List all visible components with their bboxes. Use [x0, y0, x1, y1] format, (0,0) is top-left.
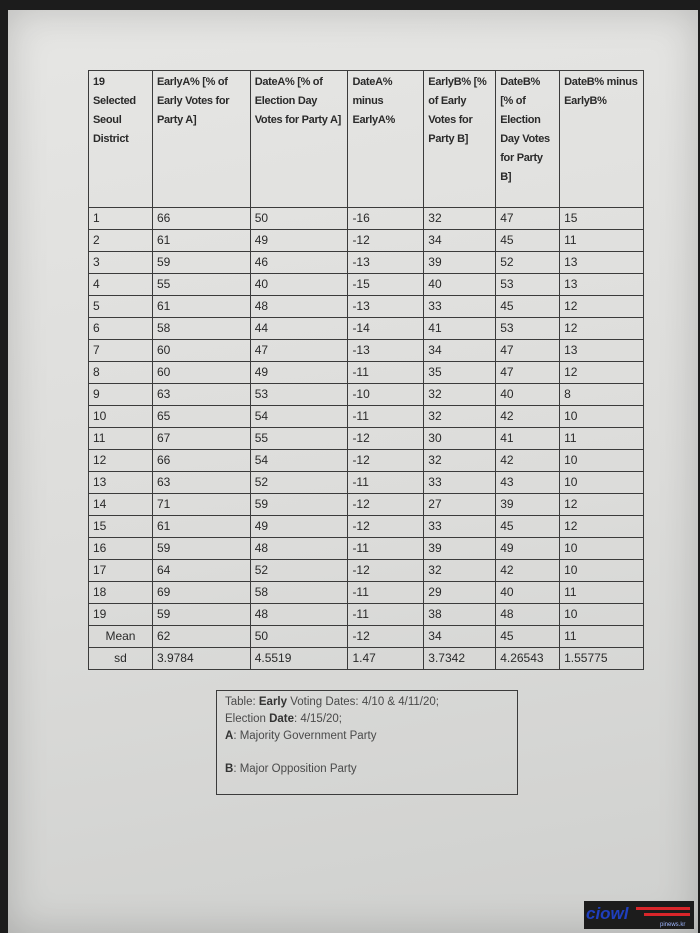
value-cell: 12: [560, 516, 644, 538]
value-cell: 32: [424, 406, 496, 428]
value-cell: -11: [348, 604, 424, 626]
table-row: [89, 318, 644, 340]
value-cell: 1.47: [348, 648, 424, 670]
value-cell: 54: [250, 450, 348, 472]
table-row: [89, 582, 644, 604]
value-cell: 48: [250, 538, 348, 560]
table-row: [89, 252, 644, 274]
value-cell: 40: [496, 384, 560, 406]
district-cell: 13: [89, 472, 153, 494]
value-cell: 39: [424, 252, 496, 274]
value-cell: 60: [152, 340, 250, 362]
table-row: [89, 384, 644, 406]
value-cell: 32: [424, 560, 496, 582]
district-cell: 19: [89, 604, 153, 626]
district-cell: 10: [89, 406, 153, 428]
district-cell: 8: [89, 362, 153, 384]
value-cell: 42: [496, 560, 560, 582]
value-cell: 45: [496, 230, 560, 252]
value-cell: 12: [560, 494, 644, 516]
value-cell: 40: [250, 274, 348, 296]
district-cell: 3: [89, 252, 153, 274]
value-cell: 63: [152, 472, 250, 494]
value-cell: 49: [496, 538, 560, 560]
table-row: [89, 604, 644, 626]
table-caption: [216, 690, 518, 795]
value-cell: 55: [152, 274, 250, 296]
watermark-subtext: pinews.kr: [660, 922, 686, 928]
value-cell: 62: [152, 626, 250, 648]
value-cell: 12: [560, 362, 644, 384]
table-row: [89, 472, 644, 494]
value-cell: 66: [152, 208, 250, 230]
value-cell: -12: [348, 450, 424, 472]
header-early-a: EarlyA% [% of Early Votes for Party A]: [152, 71, 250, 208]
value-cell: 52: [496, 252, 560, 274]
table-row: [89, 516, 644, 538]
value-cell: -11: [348, 582, 424, 604]
value-cell: 53: [250, 384, 348, 406]
value-cell: 44: [250, 318, 348, 340]
value-cell: -12: [348, 428, 424, 450]
value-cell: -14: [348, 318, 424, 340]
value-cell: 52: [250, 472, 348, 494]
district-cell: 16: [89, 538, 153, 560]
value-cell: 58: [152, 318, 250, 340]
value-cell: 34: [424, 340, 496, 362]
value-cell: 48: [496, 604, 560, 626]
value-cell: 42: [496, 406, 560, 428]
value-cell: 71: [152, 494, 250, 516]
district-cell: 11: [89, 428, 153, 450]
value-cell: 39: [424, 538, 496, 560]
value-cell: 61: [152, 296, 250, 318]
value-cell: -12: [348, 626, 424, 648]
value-cell: -12: [348, 560, 424, 582]
value-cell: 12: [560, 296, 644, 318]
district-cell: 7: [89, 340, 153, 362]
watermark-red-bar: [636, 907, 690, 910]
district-cell: 9: [89, 384, 153, 406]
value-cell: 13: [560, 274, 644, 296]
value-cell: 50: [250, 208, 348, 230]
table-row: [89, 538, 644, 560]
value-cell: 50: [250, 626, 348, 648]
value-cell: 64: [152, 560, 250, 582]
value-cell: 10: [560, 604, 644, 626]
value-cell: 48: [250, 604, 348, 626]
value-cell: 10: [560, 406, 644, 428]
value-cell: 30: [424, 428, 496, 450]
watermark-red-bar-2: [644, 913, 690, 916]
value-cell: 39: [496, 494, 560, 516]
table-row: [89, 296, 644, 318]
value-cell: 13: [560, 252, 644, 274]
value-cell: -15: [348, 274, 424, 296]
district-cell: 18: [89, 582, 153, 604]
value-cell: 45: [496, 626, 560, 648]
header-diff-b: DateB% minus EarlyB%: [560, 71, 644, 208]
table-row: [89, 428, 644, 450]
value-cell: 38: [424, 604, 496, 626]
value-cell: 45: [496, 296, 560, 318]
value-cell: 49: [250, 362, 348, 384]
header-early-b: EarlyB% [% of Early Votes for Party B]: [424, 71, 496, 208]
value-cell: 10: [560, 560, 644, 582]
table-row: [89, 494, 644, 516]
value-cell: 45: [496, 516, 560, 538]
table-row: [89, 362, 644, 384]
header-diff-a: DateA% minus EarlyA%: [348, 71, 424, 208]
value-cell: 10: [560, 538, 644, 560]
table-row: [89, 406, 644, 428]
value-cell: 46: [250, 252, 348, 274]
value-cell: -13: [348, 296, 424, 318]
district-cell: 2: [89, 230, 153, 252]
value-cell: 11: [560, 428, 644, 450]
value-cell: 61: [152, 230, 250, 252]
value-cell: 47: [496, 340, 560, 362]
value-cell: 63: [152, 384, 250, 406]
value-cell: 4.5519: [250, 648, 348, 670]
district-cell: 14: [89, 494, 153, 516]
value-cell: 32: [424, 384, 496, 406]
value-cell: 48: [250, 296, 348, 318]
value-cell: 8: [560, 384, 644, 406]
table-row: [89, 626, 644, 648]
value-cell: 43: [496, 472, 560, 494]
watermark-text: ciowl: [586, 904, 629, 923]
table-row: [89, 648, 644, 670]
value-cell: 52: [250, 560, 348, 582]
value-cell: 53: [496, 274, 560, 296]
header-district: 19 Selected Seoul District: [89, 71, 153, 208]
district-cell: sd: [89, 648, 153, 670]
district-cell: 6: [89, 318, 153, 340]
value-cell: 27: [424, 494, 496, 516]
value-cell: 13: [560, 340, 644, 362]
value-cell: 59: [152, 252, 250, 274]
value-cell: 34: [424, 230, 496, 252]
table-row: [89, 208, 644, 230]
value-cell: 11: [560, 626, 644, 648]
value-cell: -13: [348, 252, 424, 274]
district-cell: 5: [89, 296, 153, 318]
value-cell: -10: [348, 384, 424, 406]
value-cell: 11: [560, 230, 644, 252]
value-cell: 47: [496, 362, 560, 384]
value-cell: 59: [152, 604, 250, 626]
value-cell: 3.7342: [424, 648, 496, 670]
value-cell: 40: [424, 274, 496, 296]
value-cell: 1.55775: [560, 648, 644, 670]
value-cell: 55: [250, 428, 348, 450]
value-cell: 49: [250, 230, 348, 252]
value-cell: 10: [560, 450, 644, 472]
watermark-logo: [584, 901, 694, 929]
value-cell: 33: [424, 472, 496, 494]
value-cell: 41: [424, 318, 496, 340]
value-cell: 32: [424, 208, 496, 230]
table-row: [89, 450, 644, 472]
value-cell: 34: [424, 626, 496, 648]
value-cell: 69: [152, 582, 250, 604]
district-cell: 4: [89, 274, 153, 296]
value-cell: -13: [348, 340, 424, 362]
district-cell: 12: [89, 450, 153, 472]
value-cell: 35: [424, 362, 496, 384]
value-cell: 67: [152, 428, 250, 450]
caption-line-election: Election Date: 4/15/20;: [225, 713, 343, 725]
value-cell: 3.9784: [152, 648, 250, 670]
value-cell: -12: [348, 230, 424, 252]
value-cell: 42: [496, 450, 560, 472]
paper-page: [8, 10, 698, 933]
value-cell: 53: [496, 318, 560, 340]
value-cell: 11: [560, 582, 644, 604]
header-row: [89, 71, 644, 208]
district-cell: Mean: [89, 626, 153, 648]
caption-line-early: Table: Early Voting Dates: 4/10 & 4/11/20;: [225, 696, 439, 708]
caption-line-party-b: B: Major Opposition Party: [225, 763, 357, 775]
value-cell: 4.26543: [496, 648, 560, 670]
value-cell: -11: [348, 472, 424, 494]
value-cell: 47: [496, 208, 560, 230]
value-cell: -11: [348, 406, 424, 428]
value-cell: 33: [424, 296, 496, 318]
value-cell: -16: [348, 208, 424, 230]
value-cell: -12: [348, 494, 424, 516]
value-cell: 65: [152, 406, 250, 428]
district-cell: 15: [89, 516, 153, 538]
election-table: [88, 70, 644, 670]
district-cell: 1: [89, 208, 153, 230]
value-cell: 10: [560, 472, 644, 494]
value-cell: 49: [250, 516, 348, 538]
table-row: [89, 274, 644, 296]
value-cell: 61: [152, 516, 250, 538]
table-row: [89, 560, 644, 582]
header-date-a: DateA% [% of Election Day Votes for Party A]: [250, 71, 348, 208]
value-cell: -11: [348, 538, 424, 560]
caption-line-party-a: A: Majority Government Party: [225, 730, 377, 742]
value-cell: -12: [348, 516, 424, 538]
value-cell: 54: [250, 406, 348, 428]
value-cell: 40: [496, 582, 560, 604]
value-cell: 41: [496, 428, 560, 450]
district-cell: 17: [89, 560, 153, 582]
value-cell: 12: [560, 318, 644, 340]
value-cell: 58: [250, 582, 348, 604]
value-cell: 66: [152, 450, 250, 472]
value-cell: 32: [424, 450, 496, 472]
value-cell: 59: [250, 494, 348, 516]
table-row: [89, 340, 644, 362]
header-date-b: DateB% [% of Election Day Votes for Party B]: [496, 71, 560, 208]
value-cell: 29: [424, 582, 496, 604]
value-cell: 59: [152, 538, 250, 560]
value-cell: -11: [348, 362, 424, 384]
table-row: [89, 230, 644, 252]
value-cell: 47: [250, 340, 348, 362]
value-cell: 33: [424, 516, 496, 538]
value-cell: 15: [560, 208, 644, 230]
value-cell: 60: [152, 362, 250, 384]
